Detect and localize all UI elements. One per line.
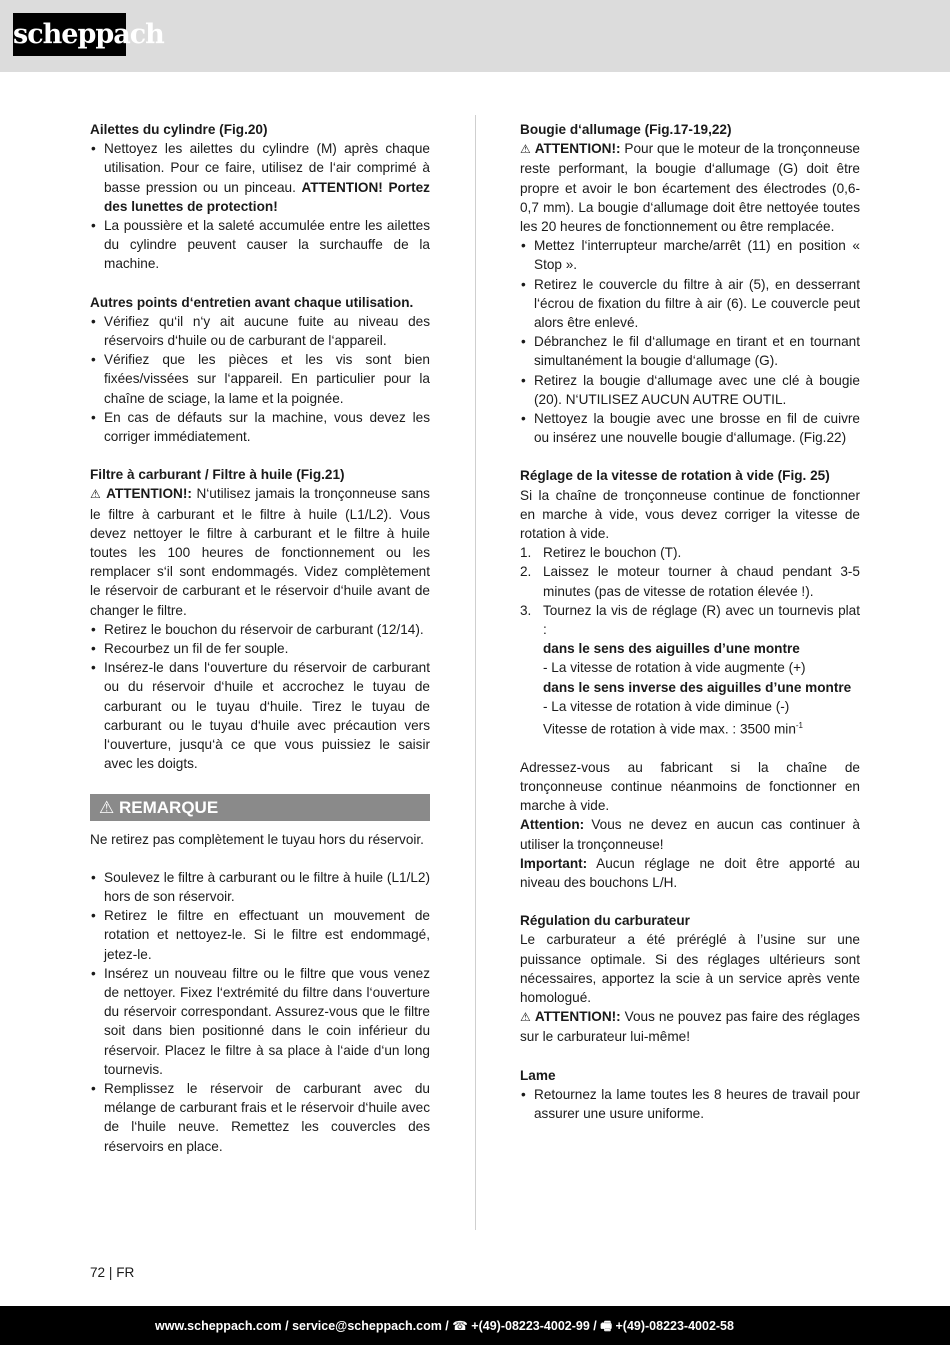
list-item: • Vérifiez que les pièces et les vis sont bien fixées/vissées sur l‘appareil. En particulier pour la chaîne de sciage, la lame et la poignée.: [90, 350, 430, 408]
list-item: • Soulevez le filtre à carburant ou le filtre à huile (L1/L2) hors de son réservoir.: [90, 868, 430, 906]
left-column: [90, 120, 430, 1156]
section-title-blade: Lame: [520, 1067, 556, 1083]
clockwise-label: dans le sens des aiguilles d’une montre: [543, 641, 800, 657]
note-banner: ⚠ REMARQUE: [90, 794, 430, 821]
brand-logo: scheppach: [13, 13, 126, 56]
max-idle-speed: Vitesse de rotation à vide max. : 3500 $\min^{-1}$: [543, 721, 804, 737]
warning-triangle-icon: ⚠: [520, 142, 531, 157]
page-header: [0, 0, 950, 72]
other-maintenance-list: [90, 312, 430, 446]
contact-line: www.scheppach.com / service@scheppach.com / ☎ +(49)-08223-4002-99 / 🖷 +(49)-08223-4002-58: [155, 1319, 734, 1333]
footer-bar: [0, 1306, 950, 1345]
step-item: 3. Tournez la vis de réglage (R) avec un tournevis plat : dans le sens des aiguilles d’une montre - La vitesse de rotation à vide augmente (+) dans le sens inverse des aiguilles d’une montre - La vitesse de rotation à vide diminue (-) Vitesse de rotation à vide max. : 3500 $\min^{-1}$: [520, 601, 860, 739]
list-item: • Nettoyez la bougie avec une brosse en fil de cuivre ou insérez une nouvelle bougie d‘allumage. (Fig.22): [520, 409, 860, 447]
idle-speed-steps: [520, 543, 860, 739]
list-item: • Vérifiez qu‘il n‘y ait aucune fuite au niveau des réservoirs d‘huile ou de carburant de l‘appareil.: [90, 312, 430, 350]
section-title-carburetor: Régulation du carburateur: [520, 913, 690, 929]
list-item: • Insérez un nouveau filtre ou le filtre que vous venez de nettoyer. Fixez l‘extrémité du filtre dans l‘ouverture du réservoir correspondant. Assurez-vous que le filtre soit dans bien positionné dans le coin inférieur du réservoir. Placez le filtre à sa place à l‘aide d‘un long tournevis.: [90, 964, 430, 1079]
blade-list: [520, 1085, 860, 1123]
fuel-filter-list: [90, 620, 430, 774]
warning-triangle-icon: ⚠: [520, 1010, 531, 1025]
section-title-idle-speed: Réglage de la vitesse de rotation à vide (Fig. 25): [520, 468, 830, 484]
section-title-cylinder-fins: Ailettes du cylindre (Fig.20): [90, 122, 268, 137]
list-item: • Remplissez le réservoir de carburant avec du mélange de carburant frais et le réservoir d‘huile avec de l‘huile neuve. Remettez les couvercles des réservoirs en place.: [90, 1079, 430, 1156]
cylinder-fins-list: [90, 139, 430, 273]
carburetor-text: Le carburateur a été préréglé à l’usine sur une puissance optimale. Si des réglages ultérieurs sont nécessaires, apportez la scie à un service après vente homologué.: [520, 932, 860, 1006]
important-note: Important: Aucun réglage ne doit être apporté au niveau des bouchons L/H.: [520, 855, 860, 891]
warning-triangle-icon: ⚠: [99, 797, 115, 817]
list-item: • Retirez le bouchon du réservoir de carburant (12/14).: [90, 620, 430, 639]
fuel-filter-warning: ⚠ ATTENTION!: N‘utilisez jamais la tronçonneuse sans le filtre à carburant et le filtre à huile (L1/L2). Vous devez nettoyer le filtre à carburant et le filtre à huile toutes les 100 heures de fonctionnement ou les remplacer s‘il sont endommagés. Videz complètement le réservoir de carburant et le réservoir d‘huile avant de changer le filtre.: [90, 486, 430, 618]
attention-goggles: ATTENTION! Portez des lunettes de protection!: [104, 179, 430, 214]
counterclockwise-label: dans le sens inverse des aiguilles d’une montre: [543, 679, 852, 695]
idle-speed-outro: Adressez-vous au fabricant si la chaîne de tronçonneuse continue néanmoins de fonctionner en marche à vide.: [520, 759, 860, 814]
column-divider: [475, 115, 476, 1230]
filter-replacement-list: [90, 868, 430, 1156]
note-text: Ne retirez pas complètement le tuyau hors du réservoir.: [90, 831, 424, 847]
list-item: • En cas de défauts sur la machine, vous devez les corriger immédiatement.: [90, 408, 430, 446]
right-column: [520, 120, 860, 1123]
list-item: • Nettoyez les ailettes du cylindre (M) après chaque utilisation. Pour ce faire, utilisez de l‘air comprimé à basse pression ou un pinceau. ATTENTION! Portez des lunettes de protection!: [90, 139, 430, 216]
step-item: 1. Retirez le bouchon (T).: [520, 545, 682, 561]
list-item: • Insérez-le dans l‘ouverture du réservoir de carburant ou du réservoir d‘huile et accrochez le tuyau de carburant ou le tuyau d‘huile. Tirez le tuyau de carburant ou le tuyau d‘huile avec précaution vers l‘ouverture, jusqu‘à ce que vous puissiez le saisir avec les doigts.: [90, 658, 430, 773]
page-number: 72 | FR: [90, 1265, 135, 1280]
list-item: • La poussière et la saleté accumulée entre les ailettes du cylindre peuvent causer la surchauffe de la machine.: [90, 216, 430, 274]
section-title-fuel-oil-filter: Filtre à carburant / Filtre à huile (Fig.21): [90, 467, 345, 483]
list-item: • Retirez la bougie d‘allumage avec une clé à bougie (20). N‘UTILISEZ AUCUN AUTRE OUTIL.: [520, 371, 860, 409]
warning-triangle-icon: ⚠: [90, 487, 102, 502]
list-item: • Retournez la lame toutes les 8 heures de travail pour assurer une usure uniforme.: [520, 1085, 860, 1123]
section-title-other-maintenance: Autres points d‘entretien avant chaque utilisation.: [90, 294, 414, 310]
section-title-spark-plug: Bougie d‘allumage (Fig.17-19,22): [520, 122, 732, 137]
list-item: • Retirez le couvercle du filtre à air (5), en desserrant l‘écrou de fixation du filtre à air (6). Le couvercle peut alors être enlevé.: [520, 275, 860, 333]
list-item: • Recourbez un fil de fer souple.: [90, 639, 430, 658]
carburetor-warning: ⚠ ATTENTION!: Vous ne pouvez pas faire des réglages sur le carburateur lui-même!: [520, 1009, 860, 1045]
idle-speed-intro: Si la chaîne de tronçonneuse continue de fonctionner en marche à vide, vous devez corriger la vitesse de rotation à vide.: [520, 487, 860, 542]
list-item: • Retirez le filtre en effectuant un mouvement de rotation et nettoyez-le. Si le filtre est endommagé, jetez-le.: [90, 906, 430, 964]
attention-note: Attention: Vous ne devez en aucun cas continuer à utiliser la tronçonneuse!: [520, 817, 860, 852]
counterclockwise-result: - La vitesse de rotation à vide diminue (-): [543, 698, 790, 714]
spark-plug-list: [520, 236, 860, 447]
spark-plug-warning: ⚠ ATTENTION!: Pour que le moteur de la tronçonneuse reste performant, la bougie d‘allumage (G) doit être propre et avoir le bon écartement des électrodes (0,6-0,7 mm). La bougie d‘allumage doit être nettoyée toutes les 20 heures de fonctionnement ou être remplacée.: [520, 141, 860, 235]
list-item: • Débranchez le fil d‘allumage en tirant et en tournant simultanément la bougie d‘allumage (G).: [520, 332, 860, 370]
clockwise-result: - La vitesse de rotation à vide augmente (+): [543, 660, 806, 676]
step-item: 2. Laissez le moteur tourner à chaud pendant 3-5 minutes (pas de vitesse de rotation élevée !).: [520, 564, 860, 599]
list-item: • Mettez l‘interrupteur marche/arrêt (11) en position « Stop ».: [520, 236, 860, 274]
